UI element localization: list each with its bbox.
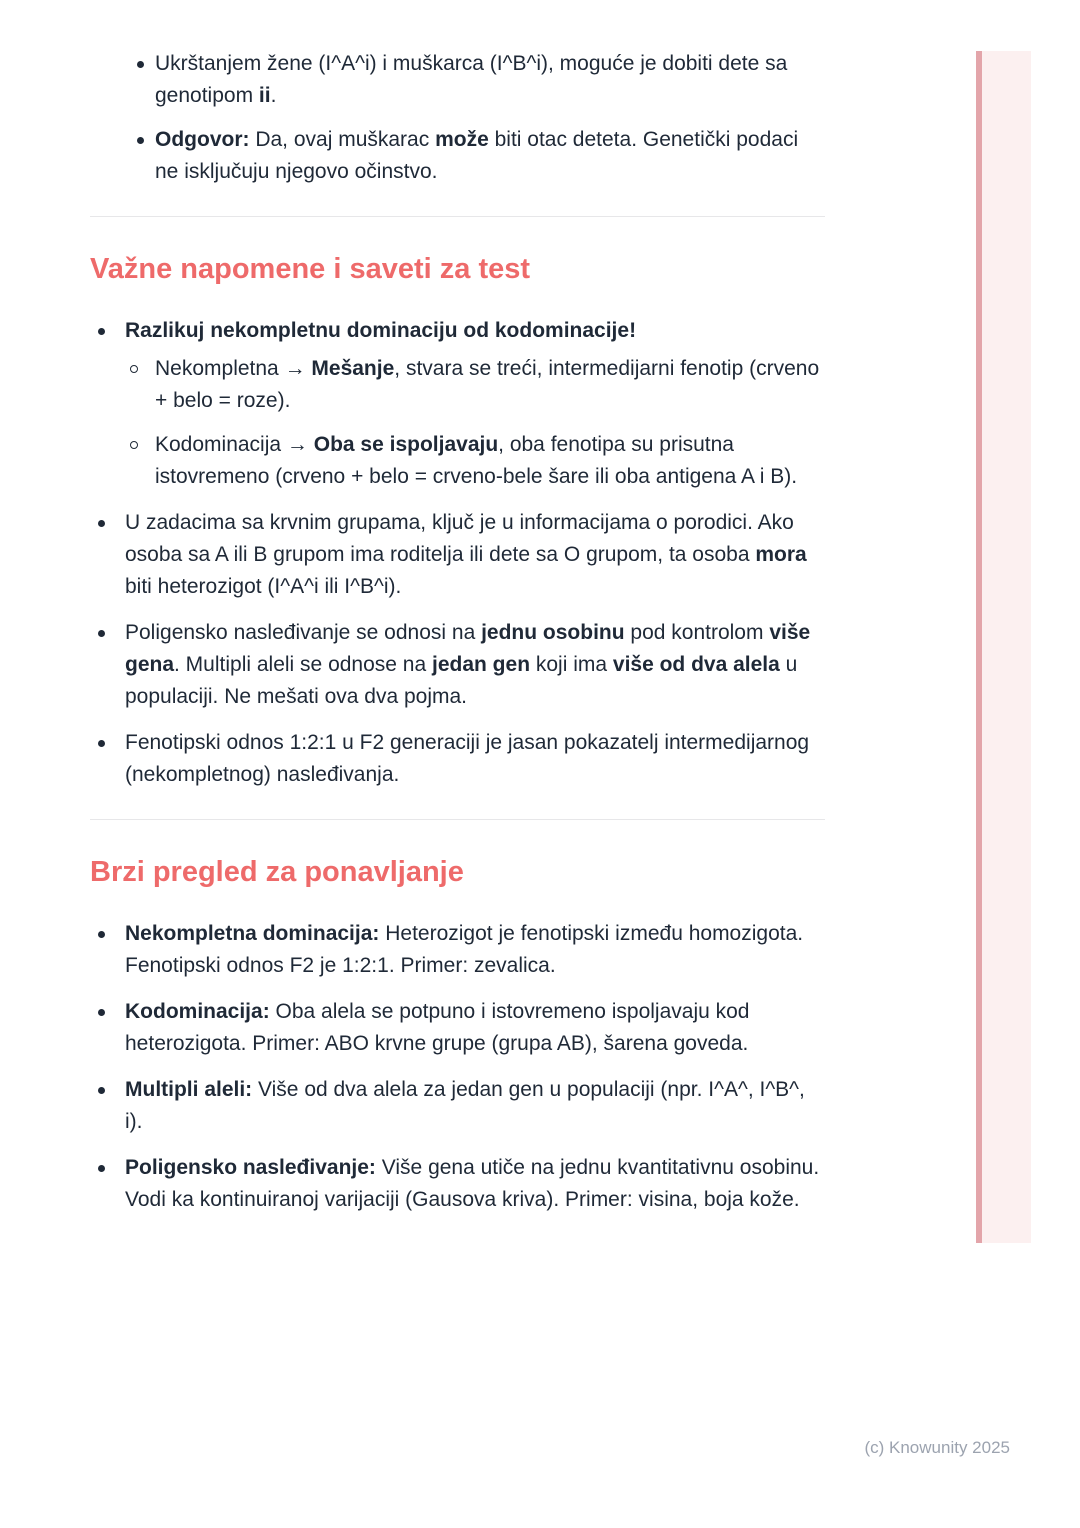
list-item	[125, 315, 825, 493]
footer-credit: (c) Knowunity 2025	[864, 1438, 1010, 1457]
list-item-text: Ukrštanjem žene (I^A^i) i muškarca (I^B^i), moguće je dobiti dete sa genotipom ii.	[155, 52, 788, 107]
accent-sidebar-bar	[976, 51, 1031, 1243]
list-item	[155, 429, 825, 493]
section-divider	[90, 216, 825, 217]
list-item-text: Fenotipski odnos 1:2:1 u F2 generaciji je jasan pokazatelj intermedijarnog (nekompletnog) nasleđivanja.	[125, 731, 810, 786]
list-item-text: Multipli aleli: Više od dva alela za jedan gen u populaciji (npr. I^A^, I^B^, i).	[125, 1078, 805, 1133]
section-title-review: Brzi pregled za ponavljanje	[90, 856, 464, 888]
list-item-text: Nekompletna dominacija: Heterozigot je fenotipski između homozigota. Fenotipski odnos F2 je 1:2:1. Primer: zevalica.	[125, 922, 804, 977]
list-item-text: Razlikuj nekompletnu dominaciju od kodominacije!	[125, 319, 637, 342]
list-item-text: Nekompletna → Mešanje, stvara se treći, intermedijarni fenotip (crveno + belo = roze).	[155, 357, 820, 412]
list-item	[155, 124, 825, 188]
list-item	[125, 617, 825, 713]
list-item-text: U zadacima sa krvnim grupama, ključ je u informacijama o porodici. Ako osoba sa A ili B grupom ima roditelja ili dete sa O grupom, ta osoba mora biti heterozigot (I^A^i ili I^B^i).	[125, 511, 807, 598]
list-item	[125, 507, 825, 603]
list-item-text: Kodominacija → Oba se ispoljavaju, oba fenotipa su prisutna istovremeno (crveno + belo = crveno-bele šare ili oba antigena A i B).	[155, 433, 798, 488]
list-item	[155, 48, 825, 112]
notes-bullet-list	[125, 315, 825, 791]
list-item-text: Kodominacija: Oba alela se potpuno i istovremeno ispoljavaju kod heterozigota. Primer: ABO krvne grupe (grupa AB), šarena goveda.	[125, 1000, 750, 1055]
notes-sub-list	[155, 353, 825, 493]
document-content	[90, 0, 825, 1230]
intro-bullet-list	[155, 48, 825, 188]
list-item	[125, 727, 825, 791]
review-bullet-list	[125, 918, 825, 1216]
section-title-notes: Važne napomene i saveti za test	[90, 253, 531, 285]
list-item-text: Poligensko nasleđivanje: Više gena utiče na jednu kvantitativnu osobinu. Vodi ka kontinuiranoj varijaciji (Gausova kriva). Primer: visina, boja kože.	[125, 1156, 820, 1211]
list-item	[125, 918, 825, 982]
list-item	[125, 1152, 825, 1216]
list-item-text: Poligensko nasleđivanje se odnosi na jednu osobinu pod kontrolom više gena. Multipli aleli se odnose na jedan gen koji ima više od dva alela u populaciji. Ne mešati ova dva pojma.	[125, 621, 811, 708]
list-item-text: Odgovor: Da, ovaj muškarac može biti otac deteta. Genetički podaci ne isključuju njegovo očinstvo.	[155, 128, 799, 183]
list-item	[125, 1074, 825, 1138]
section-divider	[90, 819, 825, 820]
list-item	[125, 996, 825, 1060]
list-item	[155, 353, 825, 417]
